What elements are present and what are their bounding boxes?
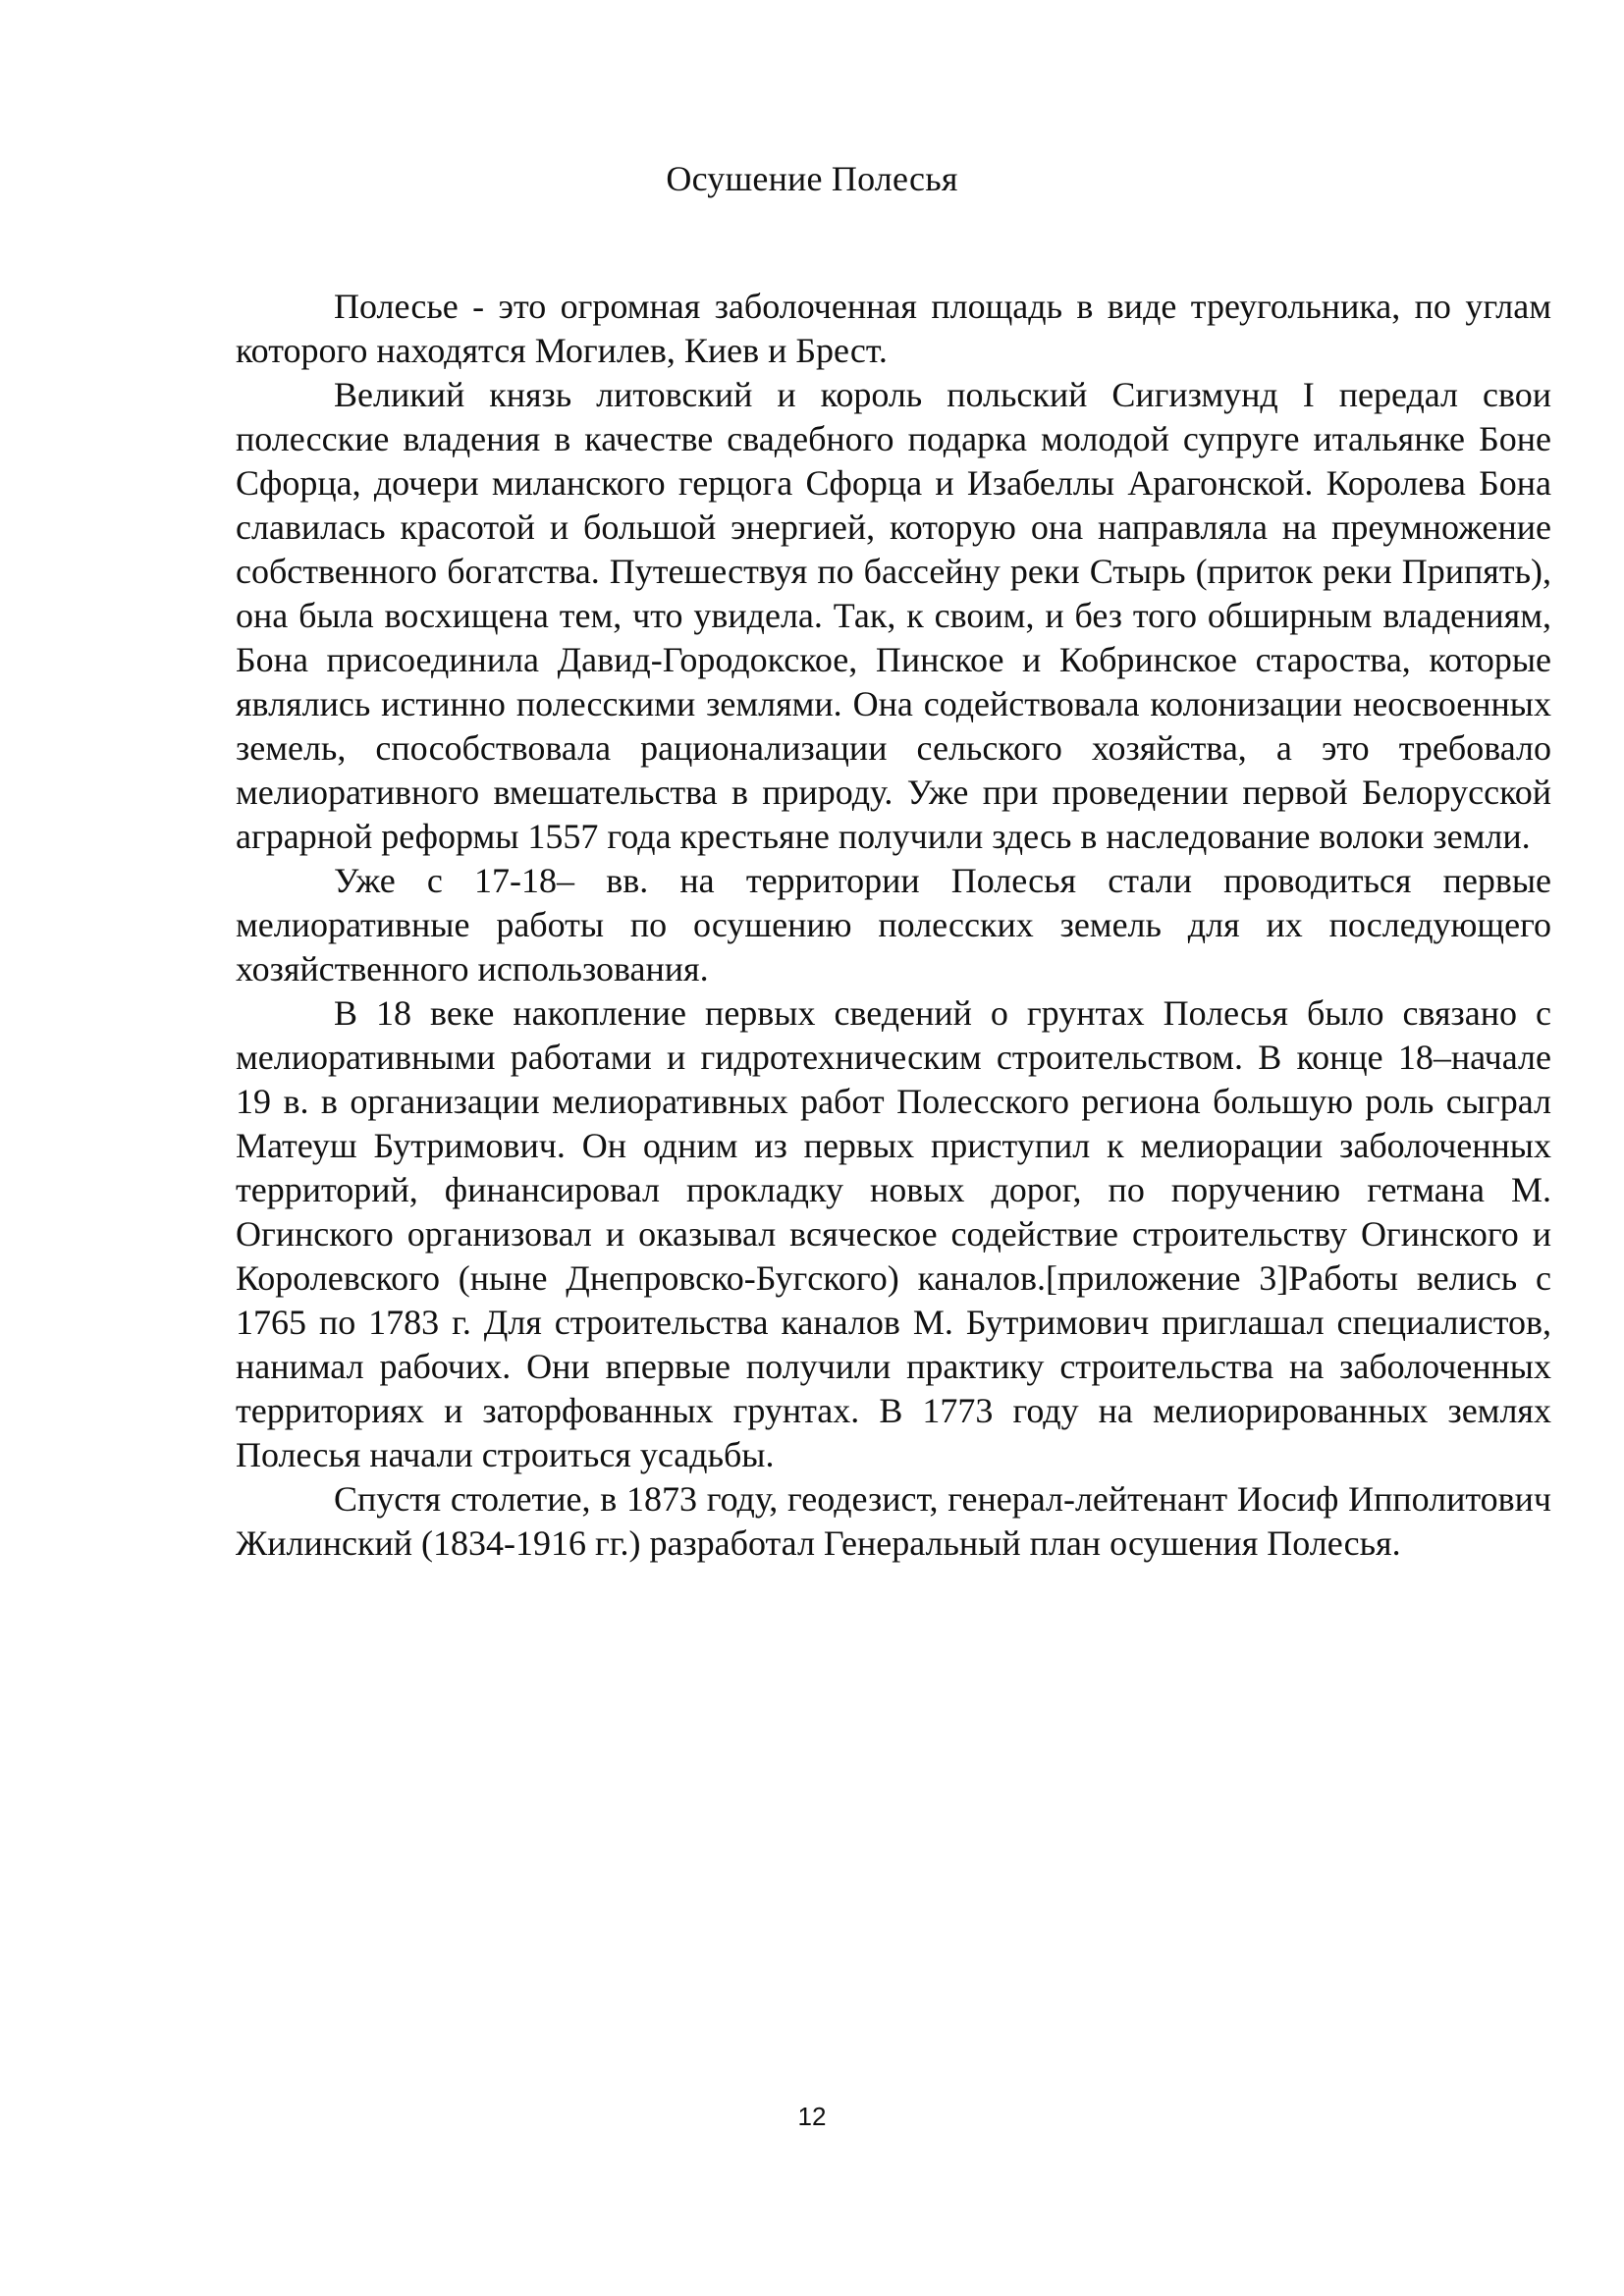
paragraph: Уже с 17-18– вв. на территории Полесья стали проводиться первые мелиоративные работы по осушению полесских земель для их последующего хозяйственного использования. bbox=[236, 861, 1551, 988]
paragraph: Великий князь литовский и король польский Сигизмунд I передал свои полесские владения в качестве свадебного подарка молодой супруге итальянке Боне Сфорца, дочери миланского герцога Сфорца и Изабеллы Арагонской. Королева Бона славилась красотой и большой энергией, которую она направляла на преумножение собственного богатства. Путешествуя по бассейну реки Стырь (приток реки Припять), она была восхищена тем, что увидела. Так, к своим, и без того обширным владениям, Бона присоединила Давид-Городокское, Пинское и Кобринское староства, которые являлись истинно полесскими землями. Она содействовала колонизации неосвоенных земель, способствовала рационализации сельского хозяйства, а это требовало мелиоративного вмешательства в природу. Уже при проведении первой Белорусской аграрной реформы 1557 года крестьяне получили здесь в наследование волоки земли. bbox=[236, 375, 1551, 856]
document-body bbox=[236, 285, 1551, 1566]
paragraph: Спустя столетие, в 1873 году, геодезист, генерал-лейтенант Иосиф Ипполитович Жилинский (1834-1916 гг.) разработал Генеральный план осушения Полесья. bbox=[236, 1479, 1551, 1563]
paragraph: В 18 веке накопление первых сведений о грунтах Полесья было связано с мелиоративными работами и гидротехническим строительством. В конце 18–начале 19 в. в организации мелиоративных работ Полесского региона большую роль сыграл Матеуш Бутримович. Он одним из первых приступил к мелиорации заболоченных территорий, финансировал прокладку новых дорог, по поручению гетмана М. Огинского организовал и оказывал всяческое содействие строительству Огинского и Королевского (ныне Днепровско-Бугского) каналов.[приложение 3]Работы велись с 1765 по 1783 г. Для строительства каналов М. Бутримович приглашал специалистов, нанимал рабочих. Они впервые получили практику строительства на заболоченных территориях и заторфованных грунтах. В 1773 году на мелиорированных землях Полесья начали строиться усадьбы. bbox=[236, 993, 1551, 1474]
page-title: Осушение Полесья bbox=[666, 159, 958, 198]
paragraph: Полесье - это огромная заболоченная площадь в виде треугольника, по углам которого находятся Могилев, Киев и Брест. bbox=[236, 287, 1551, 370]
page-number: 12 bbox=[797, 2102, 827, 2131]
